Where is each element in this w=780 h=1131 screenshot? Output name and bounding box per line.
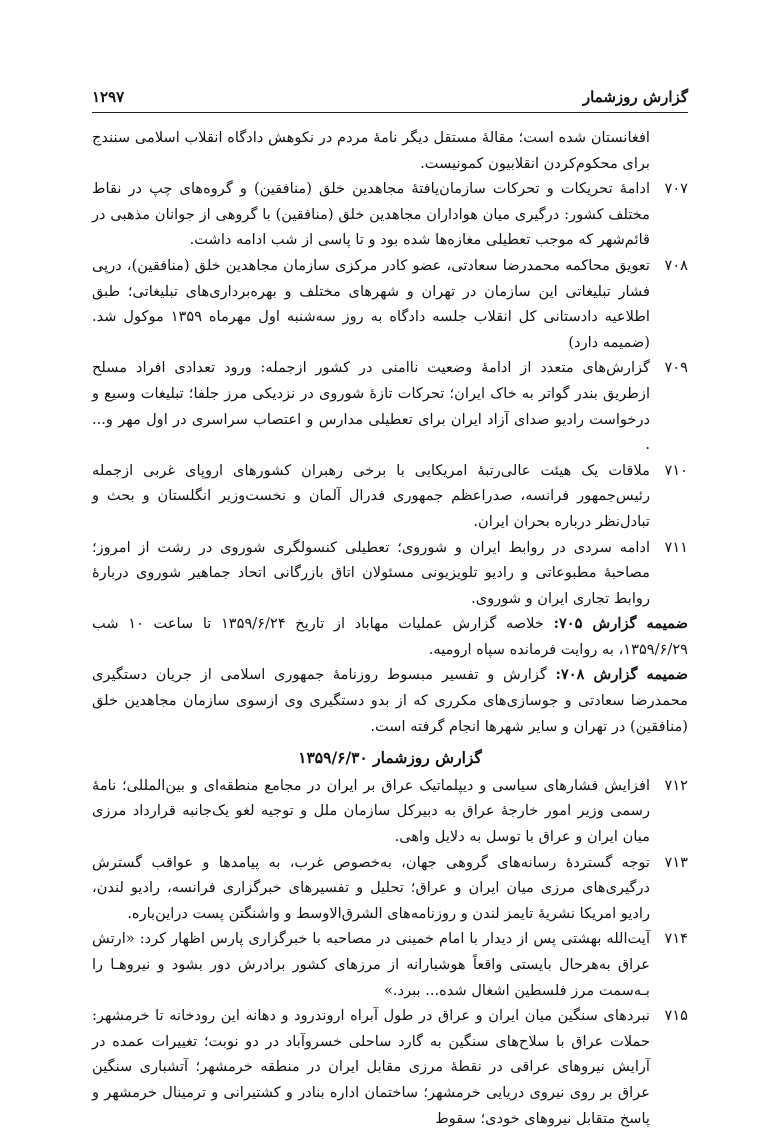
entry-number: ۷۰۷: [664, 180, 688, 198]
entry-text: افزایش فشارهای سیاسی و دیپلماتیک عراق بر ایران در مجامع منطقه‌ای و بین‌المللی؛ نامهٔ رسمی وزیر امور خارجهٔ عراق به دبیرکل سازمان ملل و توجیه لغو یک‌جانبه قرارداد مرزی میان ایران و عراق با توسل به دلایل واهی.: [92, 776, 650, 846]
running-title: گزارش روزشمار: [582, 88, 688, 106]
report-entry: [92, 850, 688, 927]
entry-text: ادامه سردی در روابط ایران و شوروی؛ تعطیلی کنسولگری شوروی در رشت از امروز؛ مصاحبهٔ مطبوعاتی و رادیو تلویزیونی مسئولان اتاق بازرگانی اتحاد جماهیر شوروی دربارهٔ روابط تجاری ایران و شوروی.: [92, 538, 650, 607]
page-content: [92, 125, 688, 1131]
entry-text: آیت‌الله بهشتی پس از دیدار با امام خمینی در مصاحبه با خبرگزاری پارس اظهار کرد: «ارتش عراق به‌هرحال بایستی واقعاً هوشیارانه از مرزهای کشور برادرش دور بشود و نیروهـا را بـه‌سمت مرز فلسطین اشغال شده... ببرد.»: [92, 930, 650, 999]
report-entry: [92, 176, 688, 253]
report-entry: [92, 1003, 688, 1131]
page-number: ۱۲۹۷: [92, 88, 125, 106]
entry-text: گزارش‌های متعدد از ادامهٔ وضعیت ناامنی در کشور ازجمله: ورود تعدادی افراد مسلح ازطریق بندر گواتر به خاک ایران؛ تحرکات تازهٔ شوروی در نزدیکی مرز جلفا؛ تبلیغات وسیع و درخواست رادیو صدای آزاد ایران برای تعطیلی مدارس و اعتصاب سراسری در اول مهر و... .: [92, 359, 650, 454]
entry-text: تعویق محاکمه محمدرضا سعادتی، عضو کادر مرکزی سازمان مجاهدین خلق (منافقین)، درپی فشار تبلیغاتی این سازمان در تهران و شهرهای مختلف و بهره‌برداری‌های تبلیغاتی؛ طبق اطلاعیه دادستانی کل انقلاب جلسه دادگاه به روز سه‌شنبه اول مهرماه ۱۳۵۹ موکول شد. (ضمیمه دارد): [92, 256, 650, 351]
appendix-708: [92, 662, 688, 739]
entry-text: ملاقات یک هیئت عالی‌رتبهٔ امریکایی با برخی رهبران کشورهای اروپای غربی ازجمله رئیس‌جمهور فرانسه، صدراعظم جمهوری فدرال آلمان و نخست‌وزیر انگلستان و بحث و تبادل‌نظر درباره بحران ایران.: [92, 461, 650, 530]
report-entry: [92, 773, 688, 850]
report-entry: [92, 926, 688, 1003]
appendix-text: گزارش و تفسیر مبسوط روزنامهٔ جمهوری اسلامی از جریان دستگیری محمدرضا سعادتی و جوسازی‌های مکرری که از بدو دستگیری وی ازسوی سازمان مجاهدین خلق (منافقین) در تهران و سایر شهرها انجام گرفته است.: [92, 666, 688, 735]
entry-number: ۷۱۲: [664, 776, 688, 794]
appendix-text: خلاصه گزارش عملیات مهاباد از تاریخ ۱۳۵۹/۶/۲۴ تا ساعت ۱۰ شب ۱۳۵۹/۶/۲۹، به روایت فرمانده سپاه ارومیه.: [92, 615, 688, 658]
document-page: [92, 78, 688, 1127]
report-entry: [92, 535, 688, 612]
intro-paragraph: افغانستان شده است؛ مقالهٔ مستقل دیگر نامهٔ مردم در نکوهش دادگاه انقلاب اسلامی سنندج برای محکوم‌کردن انقلابیون کمونیست.: [92, 129, 650, 172]
entry-number: ۷۰۹: [664, 359, 688, 377]
appendix-label: ضمیمه گزارش ۷۰۵:: [553, 615, 688, 633]
report-entry: [92, 253, 688, 355]
report-entry: [92, 355, 688, 457]
entries-list-a: [92, 176, 688, 611]
page-header: [92, 78, 688, 113]
appendix-705: [92, 611, 688, 662]
entry-number: ۷۱۱: [664, 538, 688, 556]
entry-number: ۷۱۳: [664, 853, 688, 871]
entries-list-b: [92, 773, 688, 1131]
entry-text: توجه گستردهٔ رسانه‌های گروهی جهان، به‌خصوص غرب، به پیامدها و عواقب گسترش درگیری‌های مرزی میان ایران و عراق؛ تحلیل و تفسیرهای خبرگزاری فرانسه، رادیو لندن، رادیو امریکا نشریهٔ تایمز لندن و روزنامه‌های الشرق‌الاوسط و واشنگتن پست دراین‌باره.: [92, 853, 650, 922]
entry-number: ۷۱۵: [664, 1007, 688, 1025]
report-entry: [92, 458, 688, 535]
entry-text: نبردهای سنگین میان ایران و عراق در طول آبراه اروندرود و دهانه این رودخانه تا خرمشهر: حملات عراق با سلاح‌های سنگین به گارد ساحلی خسروآباد در دو نوبت؛ تغییرات عمده در آرایش نیروهای عراقی در نقطهٔ مرزی مقابل ایران در منطقه خرمشهر؛ آتشباری سنگین عراق بر روی نیروی دریایی خرمشهر؛ ساختمان اداره بنادر و کشتیرانی و ترمینال خرمشهر و پاسخ متقابل نیروهای خودی؛ سقوط: [92, 1007, 650, 1127]
entry-number: ۷۱۰: [664, 461, 688, 479]
entry-number: ۷۰۸: [664, 256, 688, 274]
entry-text: ادامهٔ تحریکات و تحرکات سازمان‌یافتهٔ مجاهدین خلق (منافقین) و گروه‌های چپ در نقاط مختلف کشور: درگیری میان هواداران مجاهدین خلق (منافقین) با گروهی از جوانان مذهبی در قائم‌شهر که موجب تعطیلی مغازه‌ها شده بود و تا پاسی از شب ادامه داشت.: [92, 180, 650, 249]
date-heading: گزارش روزشمار ۱۳۵۹/۶/۳۰: [298, 748, 482, 768]
appendix-label: ضمیمه گزارش ۷۰۸:: [555, 666, 688, 684]
entry-number: ۷۱۴: [664, 930, 688, 948]
